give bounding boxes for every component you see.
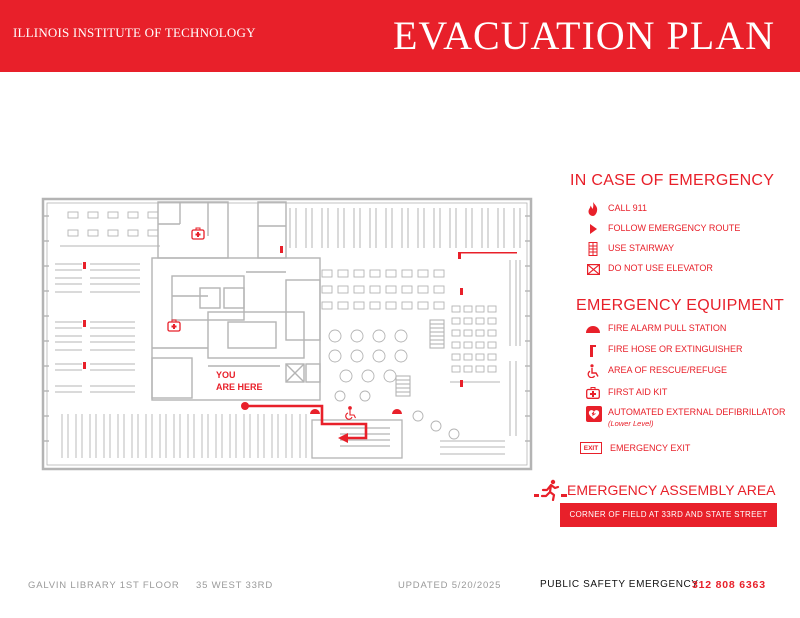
- updated-label: UPDATED 5/20/2025: [398, 580, 502, 591]
- legend-label: CALL 911: [608, 203, 648, 213]
- fire-extinguisher-icon: [586, 343, 600, 357]
- running-person-icon: [539, 479, 561, 501]
- defibrillator-icon: [586, 406, 602, 422]
- you-are-here-label-2: ARE HERE: [216, 382, 263, 392]
- stairway-icon: [586, 242, 600, 256]
- fire-alarm-pull-station-icon: [586, 322, 600, 336]
- legend-label: FOLLOW EMERGENCY ROUTE: [608, 223, 741, 233]
- phone-label: PUBLIC SAFETY EMERGENCY: [540, 579, 699, 590]
- exit-sign-icon: EXIT: [580, 442, 602, 454]
- assembly-area-title: EMERGENCY ASSEMBLY AREA: [567, 482, 780, 498]
- no-elevator-icon: [586, 262, 600, 276]
- page-title: EVACUATION PLAN: [392, 13, 775, 58]
- you-are-here-label: YOU: [216, 370, 236, 380]
- legend-note: (Lower Level): [608, 419, 654, 428]
- legend-label: AUTOMATED EXTERNAL DEFIBRILLATOR: [608, 407, 786, 417]
- floor-plan-map: [40, 196, 534, 472]
- emergency-section-title: IN CASE OF EMERGENCY: [570, 172, 775, 189]
- phone-number: 312 808 6363: [692, 579, 766, 591]
- assembly-location: CORNER OF FIELD AT 33RD AND STATE STREET: [560, 503, 777, 527]
- legend-label: FIRE HOSE OR EXTINGUISHER: [608, 344, 743, 354]
- play-arrow-icon: [586, 222, 600, 236]
- legend-label: AREA OF RESCUE/REFUGE: [608, 365, 728, 375]
- first-aid-kit-icon: [586, 386, 600, 400]
- legend-label: EMERGENCY EXIT: [610, 443, 691, 453]
- fire-icon: [586, 202, 600, 216]
- legend-label: FIRST AID KIT: [608, 387, 668, 397]
- legend-label: DO NOT USE ELEVATOR: [608, 263, 713, 273]
- legend-label: FIRE ALARM PULL STATION: [608, 323, 727, 333]
- floor-label: GALVIN LIBRARY 1ST FLOOR: [28, 580, 180, 591]
- header-banner: [0, 0, 800, 72]
- address-label: 35 WEST 33RD: [196, 580, 274, 591]
- legend-label: USE STAIRWAY: [608, 243, 675, 253]
- institution-name: ILLINOIS INSTITUTE OF TECHNOLOGY: [13, 25, 256, 40]
- equipment-section-title: EMERGENCY EQUIPMENT: [576, 297, 785, 314]
- wheelchair-icon: [586, 364, 600, 378]
